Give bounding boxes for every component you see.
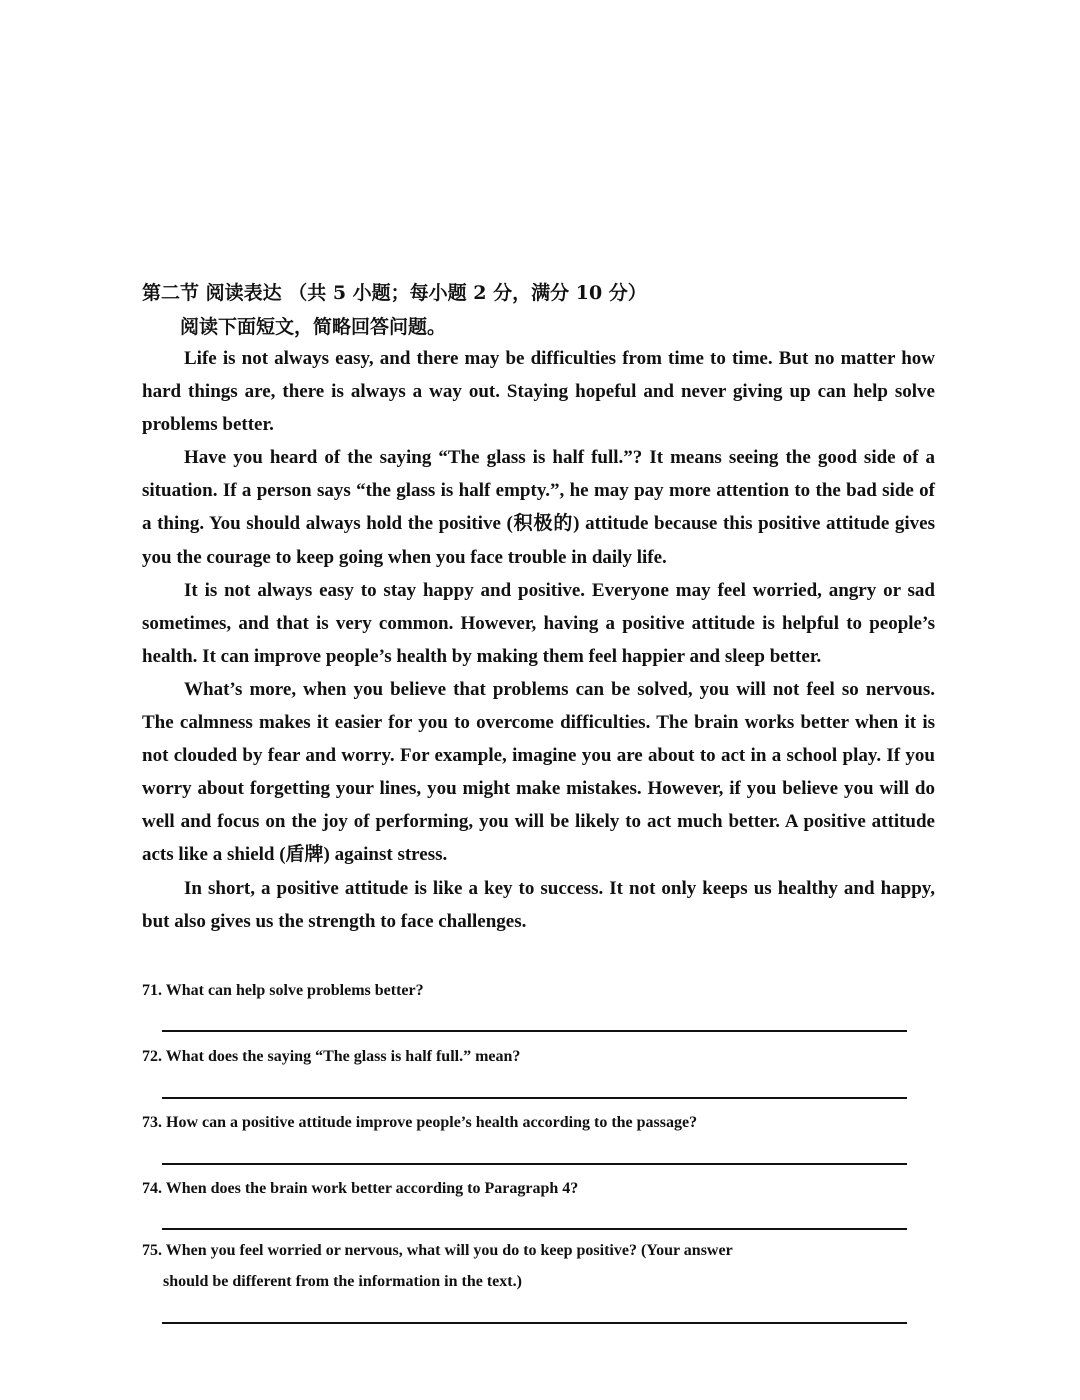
question-71 <box>142 975 907 1006</box>
instruction-text: 阅读下面短文，简略回答问题。 <box>180 316 447 338</box>
question-72-text: 72. What does the saying “The glass is half full.” mean? <box>142 1048 521 1065</box>
question-75 <box>142 1235 907 1297</box>
answer-line-75[interactable] <box>162 1322 907 1324</box>
answer-line-74[interactable] <box>162 1228 907 1230</box>
question-73-text: 73. How can a positive attitude improve people’s health according to the passage? <box>142 1114 698 1131</box>
passage-paragraph-1: Life is not always easy, and there may be difficulties from time to time. But no matter how hard things are, there is always a way out. Staying hopeful and never giving up can help solve problems better. <box>142 348 935 436</box>
passage-paragraph-4: What’s more, when you believe that problems can be solved, you will not feel so nervous. The calmness makes it easier for you to overcome difficulties. The brain works better when it is not clouded by fear and worry. For example, imagine you are about to act in a school play. If you worry about forgetting your lines, you might make mistakes. However, if you believe you will do well and focus on the joy of performing, you will be likely to act much better. A positive attitude acts like a shield (盾牌) against stress. <box>142 678 935 866</box>
question-75-text: 75. When you feel worried or nervous, what will you do to keep positive? (Your answer <box>142 1242 733 1259</box>
question-72 <box>142 1041 907 1072</box>
question-73 <box>142 1107 907 1138</box>
passage-paragraph-2: Have you heard of the saying “The glass is half full.”? It means seeing the good side of a situation. If a person says “the glass is half empty.”, he may pay more attention to the bad side of a thing. You should always hold the positive (积极的) attitude because this positive attitude gives you the courage to keep going when you face trouble in daily life. <box>142 447 935 568</box>
reading-passage <box>142 342 935 938</box>
answer-line-73[interactable] <box>162 1163 907 1165</box>
passage-paragraph-3: It is not always easy to stay happy and positive. Everyone may feel worried, angry or sad sometimes, and that is very common. However, having a positive attitude is helpful to people’s health. It can improve people’s health by making them feel happier and sleep better. <box>142 579 935 667</box>
question-74 <box>142 1173 907 1204</box>
answer-line-72[interactable] <box>162 1097 907 1099</box>
question-71-text: 71. What can help solve problems better? <box>142 982 424 999</box>
question-74-text: 74. When does the brain work better according to Paragraph 4? <box>142 1180 579 1197</box>
section-title: 第二节 阅读表达 （共 5 小题；每小题 2 分，满分 10 分） <box>142 282 647 304</box>
question-75-text-line-2: should be different from the information in the text.) <box>163 1273 522 1290</box>
answer-line-71[interactable] <box>162 1030 907 1032</box>
passage-paragraph-5: In short, a positive attitude is like a key to success. It not only keeps us healthy and happy, but also gives us the strength to face challenges. <box>142 877 935 932</box>
